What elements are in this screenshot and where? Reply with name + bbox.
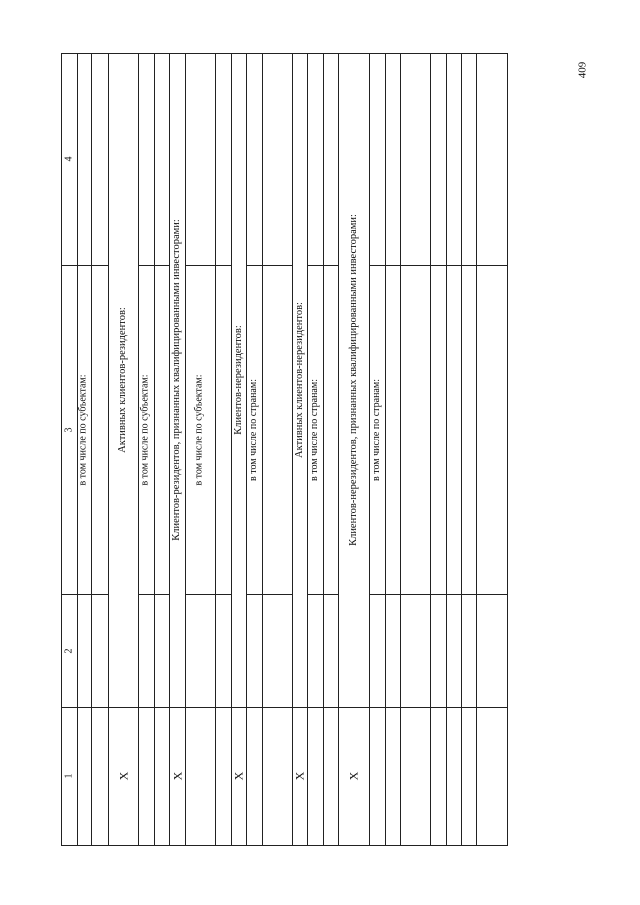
subtotal-label: [138, 265, 154, 594]
cross-mark-text: X: [346, 771, 361, 781]
column-border: [430, 845, 447, 846]
column-border: [369, 845, 386, 846]
subtotal-label-text: в том числе по субъектам:: [140, 373, 151, 486]
column-border: [430, 594, 447, 595]
cross-mark-text: X: [231, 771, 246, 781]
column-header-3-text: 3: [63, 427, 74, 432]
column-border: [400, 265, 431, 266]
column-border: [446, 53, 462, 54]
category-heading-text: Клиентов-нерезидентов, признанных квалифицированными инвесторами:: [347, 214, 359, 546]
column-border: [185, 53, 216, 54]
row-border: [430, 53, 431, 846]
category-heading-text: Клиентов-резидентов, признанных квалифицированными инвесторами:: [171, 219, 183, 541]
subtotal-label: [77, 265, 91, 594]
column-border: [461, 845, 477, 846]
row-border: [461, 53, 462, 846]
column-border: [77, 594, 92, 595]
column-header-4: [61, 53, 77, 265]
column-border: [461, 53, 477, 54]
column-border: [385, 707, 401, 708]
column-border: [461, 594, 477, 595]
column-border: [185, 594, 216, 595]
column-border: [476, 265, 508, 266]
column-border: [430, 265, 447, 266]
column-border: [262, 594, 293, 595]
column-border: [138, 53, 155, 54]
cross-mark-text: X: [169, 771, 184, 781]
row-border: [446, 53, 447, 846]
column-border: [77, 707, 92, 708]
category-heading: [292, 53, 307, 707]
row-border: [91, 53, 92, 846]
subtotal-label-text: в том числе по субъектам:: [78, 373, 89, 486]
column-border: [215, 53, 232, 54]
category-heading-text: Клиентов-нерезидентов:: [232, 325, 244, 435]
column-border: [262, 265, 293, 266]
category-heading-text: Активных клиентов-нерезидентов:: [293, 302, 305, 458]
column-border: [91, 707, 109, 708]
column-border: [169, 845, 186, 846]
column-border: [307, 707, 324, 708]
column-border: [338, 845, 370, 846]
column-border: [185, 845, 216, 846]
column-border: [154, 53, 170, 54]
column-border: [154, 594, 170, 595]
column-border: [138, 707, 155, 708]
category-heading-text: Активных клиентов-резидентов:: [117, 307, 129, 453]
cross-mark: [108, 707, 138, 845]
cross-mark: [338, 707, 369, 845]
column-border: [77, 845, 92, 846]
column-border: [307, 845, 324, 846]
subtotal-label-text: в том числе по странам:: [248, 378, 259, 481]
subtotal-label-text: в том числе по субъектам:: [194, 373, 205, 486]
subtotal-label-text: в том числе по странам:: [371, 378, 382, 481]
column-header-1-text: 1: [63, 773, 74, 779]
column-border: [77, 53, 92, 54]
column-border: [91, 594, 109, 595]
column-border: [91, 53, 109, 54]
row-border: [507, 53, 508, 846]
column-border: [215, 594, 232, 595]
column-border: [154, 845, 170, 846]
category-heading: [231, 53, 246, 707]
column-border: [262, 845, 293, 846]
column-border: [154, 265, 170, 266]
row-border: [215, 53, 216, 846]
column-border: [231, 845, 247, 846]
category-heading: [338, 53, 369, 707]
column-border: [430, 707, 447, 708]
column-border: [369, 594, 386, 595]
column-border: [215, 707, 232, 708]
column-border: [246, 707, 263, 708]
column-border: [246, 845, 263, 846]
column-border: [400, 707, 431, 708]
column-border: [262, 53, 293, 54]
cross-mark: [292, 707, 307, 845]
column-border: [323, 265, 339, 266]
column-header-2: [61, 594, 77, 707]
subtotal-label: [307, 265, 323, 594]
column-border: [138, 845, 155, 846]
row-border: [154, 53, 155, 846]
column-border: [108, 845, 139, 846]
row-border: [476, 53, 477, 846]
column-header-2-text: 2: [63, 648, 74, 653]
column-border: [215, 265, 232, 266]
column-border: [154, 707, 170, 708]
column-border: [446, 845, 462, 846]
column-header-3: [61, 265, 77, 594]
column-border: [323, 594, 339, 595]
column-border: [246, 53, 263, 54]
column-border: [476, 594, 508, 595]
cross-mark-text: X: [292, 771, 307, 781]
column-border: [446, 594, 462, 595]
column-border: [446, 265, 462, 266]
column-border: [385, 265, 401, 266]
column-border: [461, 707, 477, 708]
column-border: [307, 53, 324, 54]
column-border: [307, 594, 324, 595]
column-border: [91, 265, 109, 266]
row-border: [400, 53, 401, 846]
column-border: [292, 845, 308, 846]
column-border: [476, 845, 508, 846]
column-header-4-text: 4: [63, 156, 74, 162]
column-border: [138, 594, 155, 595]
column-border: [246, 594, 263, 595]
cross-mark: [231, 707, 246, 845]
subtotal-label-text: в том числе по странам:: [309, 378, 320, 481]
row-border: [262, 53, 263, 846]
column-border: [369, 707, 386, 708]
column-border: [385, 53, 401, 54]
column-header-1: [61, 707, 77, 845]
category-heading: [169, 53, 185, 707]
cross-mark: [169, 707, 185, 845]
column-border: [476, 707, 508, 708]
rotated-table: [61, 53, 507, 845]
column-border: [323, 53, 339, 54]
column-border: [430, 53, 447, 54]
subtotal-label: [246, 265, 262, 594]
cross-mark-text: X: [115, 771, 130, 781]
page-number: 409: [576, 61, 588, 79]
column-border: [369, 53, 386, 54]
subtotal-label: [369, 265, 385, 594]
column-border: [323, 845, 339, 846]
column-border: [385, 594, 401, 595]
column-border: [400, 594, 431, 595]
column-border: [323, 707, 339, 708]
row-border: [323, 53, 324, 846]
column-border: [461, 265, 477, 266]
column-border: [91, 845, 109, 846]
column-border: [476, 53, 508, 54]
column-border: [185, 707, 216, 708]
category-heading: [108, 53, 138, 707]
column-border: [446, 707, 462, 708]
subtotal-label: [185, 265, 215, 594]
column-border: [385, 845, 401, 846]
row-border: [385, 53, 386, 846]
column-border: [400, 53, 431, 54]
column-border: [215, 845, 232, 846]
column-border: [262, 707, 293, 708]
column-border: [61, 845, 78, 846]
column-border: [400, 845, 431, 846]
